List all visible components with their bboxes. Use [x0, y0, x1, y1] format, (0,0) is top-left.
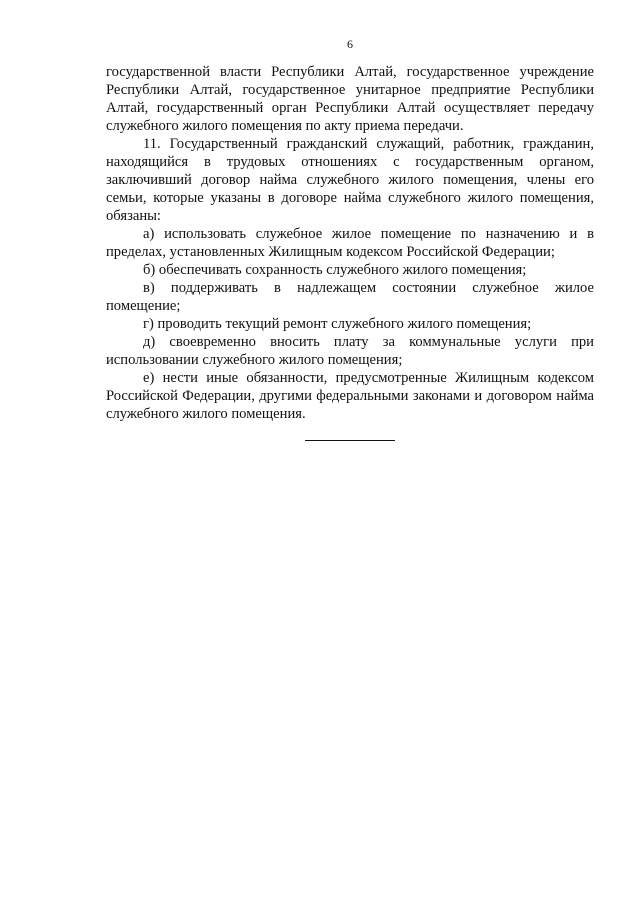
page-number: 6	[347, 37, 353, 51]
list-item-g: г) проводить текущий ремонт служебного жилого помещения;	[143, 316, 532, 332]
list-item-a: а) использовать служебное жилое помещение по назначению и в пределах, установленных Жилищным кодексом Российской Федерации;	[106, 226, 594, 260]
document-body	[106, 63, 594, 423]
list-item-d: д) своевременно вносить плату за коммунальные услуги при использовании служебного жилого помещения;	[106, 334, 594, 368]
list-item-v: в) поддерживать в надлежащем состоянии служебное жилое помещение;	[106, 280, 594, 314]
paragraph-clause-11: 11. Государственный гражданский служащий, работник, гражданин, находящийся в трудовых отношениях с государственным органом, заключивший договор найма служебного жилого помещения, члены его семьи, которые указаны в договоре найма служебного жилого помещения, обязаны:	[106, 136, 594, 224]
list-item-e: е) нести иные обязанности, предусмотренные Жилищным кодексом Российской Федерации, другими федеральными законами и договором найма служебного жилого помещения.	[106, 370, 594, 422]
paragraph-continuation: государственной власти Республики Алтай, государственное учреждение Республики Алтай, государственное унитарное предприятие Республики Алтай, государственный орган Республики Алтай осуществляет передачу служебного жилого помещения по акту приема передачи.	[106, 64, 594, 134]
list-item-b: б) обеспечивать сохранность служебного жилого помещения;	[143, 262, 527, 278]
end-separator-line	[305, 440, 395, 441]
